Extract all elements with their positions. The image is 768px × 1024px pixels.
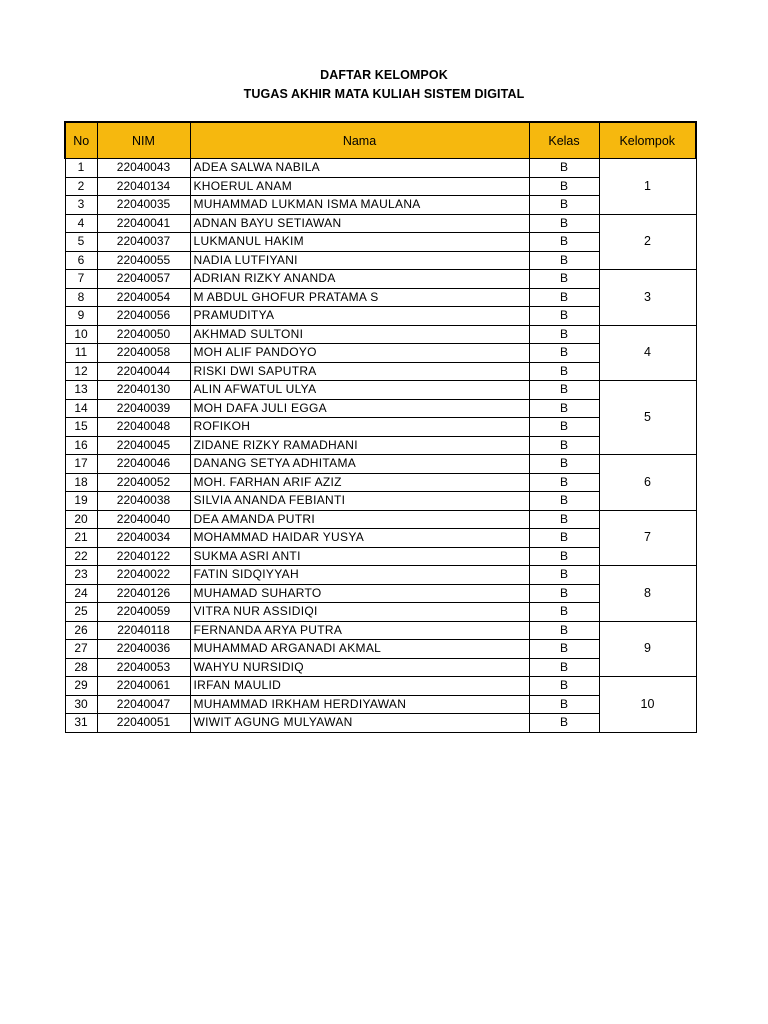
- header-kelas: Kelas: [529, 122, 599, 159]
- cell-no: 28: [65, 658, 97, 677]
- cell-kelas: B: [529, 566, 599, 585]
- cell-nama: DANANG SETYA ADHITAMA: [190, 455, 529, 474]
- table-row: [65, 677, 696, 696]
- cell-no: 22: [65, 547, 97, 566]
- cell-no: 21: [65, 529, 97, 548]
- cell-nim: 22040034: [97, 529, 190, 548]
- cell-nim: 22040122: [97, 547, 190, 566]
- cell-no: 18: [65, 473, 97, 492]
- cell-kelas: B: [529, 251, 599, 270]
- cell-kelompok: 2: [599, 214, 696, 270]
- cell-no: 1: [65, 159, 97, 178]
- cell-nim: 22040061: [97, 677, 190, 696]
- cell-no: 10: [65, 325, 97, 344]
- cell-no: 27: [65, 640, 97, 659]
- table-body: [65, 159, 696, 733]
- header-no: No: [65, 122, 97, 159]
- cell-nama: FERNANDA ARYA PUTRA: [190, 621, 529, 640]
- cell-nim: 22040035: [97, 196, 190, 215]
- cell-nama: IRFAN MAULID: [190, 677, 529, 696]
- cell-no: 7: [65, 270, 97, 289]
- cell-nim: 22040022: [97, 566, 190, 585]
- cell-nama: NADIA LUTFIYANI: [190, 251, 529, 270]
- cell-nama: ADEA SALWA NABILA: [190, 159, 529, 178]
- cell-nim: 22040040: [97, 510, 190, 529]
- cell-nama: ZIDANE RIZKY RAMADHANI: [190, 436, 529, 455]
- cell-no: 29: [65, 677, 97, 696]
- cell-kelas: B: [529, 714, 599, 733]
- cell-nama: WAHYU NURSIDIQ: [190, 658, 529, 677]
- cell-kelompok: 9: [599, 621, 696, 677]
- cell-kelas: B: [529, 547, 599, 566]
- cell-nim: 22040038: [97, 492, 190, 511]
- cell-kelas: B: [529, 603, 599, 622]
- cell-nim: 22040051: [97, 714, 190, 733]
- cell-kelas: B: [529, 455, 599, 474]
- cell-nama: SUKMA ASRI ANTI: [190, 547, 529, 566]
- cell-kelas: B: [529, 695, 599, 714]
- cell-nama: MUHAMMAD IRKHAM HERDIYAWAN: [190, 695, 529, 714]
- cell-kelas: B: [529, 381, 599, 400]
- cell-kelas: B: [529, 233, 599, 252]
- table-row: [65, 455, 696, 474]
- cell-no: 8: [65, 288, 97, 307]
- header-kelompok: Kelompok: [599, 122, 696, 159]
- cell-nim: 22040052: [97, 473, 190, 492]
- cell-no: 26: [65, 621, 97, 640]
- table-row: [65, 510, 696, 529]
- cell-nama: M ABDUL GHOFUR PRATAMA S: [190, 288, 529, 307]
- cell-no: 4: [65, 214, 97, 233]
- cell-nama: MOHAMMAD HAIDAR YUSYA: [190, 529, 529, 548]
- cell-kelas: B: [529, 325, 599, 344]
- title-line-2: TUGAS AKHIR MATA KULIAH SISTEM DIGITAL: [243, 87, 525, 101]
- cell-nim: 22040041: [97, 214, 190, 233]
- table-header-row: [65, 122, 696, 159]
- cell-nim: 22040053: [97, 658, 190, 677]
- cell-nama: MOH DAFA JULI EGGA: [190, 399, 529, 418]
- table-row: [65, 270, 696, 289]
- cell-kelas: B: [529, 159, 599, 178]
- cell-kelas: B: [529, 177, 599, 196]
- title-line-1: DAFTAR KELOMPOK: [320, 68, 448, 82]
- cell-no: 25: [65, 603, 97, 622]
- cell-kelas: B: [529, 621, 599, 640]
- cell-nim: 22040050: [97, 325, 190, 344]
- cell-nim: 22040126: [97, 584, 190, 603]
- cell-nama: MUHAMMAD ARGANADI AKMAL: [190, 640, 529, 659]
- cell-no: 6: [65, 251, 97, 270]
- cell-nama: PRAMUDITYA: [190, 307, 529, 326]
- cell-kelas: B: [529, 196, 599, 215]
- cell-kelas: B: [529, 214, 599, 233]
- cell-kelompok: 1: [599, 159, 696, 215]
- cell-nim: 22040045: [97, 436, 190, 455]
- header-nim: NIM: [97, 122, 190, 159]
- cell-kelompok: 10: [599, 677, 696, 733]
- cell-nim: 22040058: [97, 344, 190, 363]
- cell-nama: RISKI DWI SAPUTRA: [190, 362, 529, 381]
- cell-nama: VITRA NUR ASSIDIQI: [190, 603, 529, 622]
- table-row: [65, 159, 696, 178]
- cell-kelas: B: [529, 270, 599, 289]
- cell-kelas: B: [529, 344, 599, 363]
- cell-kelas: B: [529, 436, 599, 455]
- cell-nama: SILVIA ANANDA FEBIANTI: [190, 492, 529, 511]
- group-table-container: [64, 121, 697, 733]
- cell-nama: DEA AMANDA PUTRI: [190, 510, 529, 529]
- cell-kelas: B: [529, 529, 599, 548]
- cell-no: 9: [65, 307, 97, 326]
- cell-nama: LUKMANUL HAKIM: [190, 233, 529, 252]
- cell-kelompok: 4: [599, 325, 696, 381]
- cell-no: 30: [65, 695, 97, 714]
- cell-kelas: B: [529, 399, 599, 418]
- cell-nim: 22040056: [97, 307, 190, 326]
- cell-nim: 22040055: [97, 251, 190, 270]
- cell-no: 11: [65, 344, 97, 363]
- table-row: [65, 566, 696, 585]
- cell-no: 14: [65, 399, 97, 418]
- cell-nama: WIWIT AGUNG MULYAWAN: [190, 714, 529, 733]
- cell-no: 31: [65, 714, 97, 733]
- cell-nim: 22040036: [97, 640, 190, 659]
- cell-kelompok: 8: [599, 566, 696, 622]
- cell-kelas: B: [529, 640, 599, 659]
- cell-kelas: B: [529, 473, 599, 492]
- document-title: [0, 66, 768, 104]
- cell-nim: 22040039: [97, 399, 190, 418]
- cell-kelas: B: [529, 658, 599, 677]
- cell-kelas: B: [529, 418, 599, 437]
- cell-nama: MOH ALIF PANDOYO: [190, 344, 529, 363]
- cell-nim: 22040044: [97, 362, 190, 381]
- cell-no: 15: [65, 418, 97, 437]
- cell-nim: 22040118: [97, 621, 190, 640]
- cell-nama: ROFIKOH: [190, 418, 529, 437]
- table-row: [65, 381, 696, 400]
- cell-nama: MUHAMAD SUHARTO: [190, 584, 529, 603]
- cell-kelompok: 5: [599, 381, 696, 455]
- cell-kelas: B: [529, 362, 599, 381]
- cell-kelompok: 6: [599, 455, 696, 511]
- cell-no: 13: [65, 381, 97, 400]
- cell-kelompok: 7: [599, 510, 696, 566]
- cell-no: 5: [65, 233, 97, 252]
- cell-nim: 22040054: [97, 288, 190, 307]
- cell-kelas: B: [529, 492, 599, 511]
- cell-no: 19: [65, 492, 97, 511]
- group-table: [64, 121, 697, 733]
- cell-kelas: B: [529, 510, 599, 529]
- table-row: [65, 621, 696, 640]
- cell-nim: 22040043: [97, 159, 190, 178]
- cell-no: 17: [65, 455, 97, 474]
- cell-nama: AKHMAD SULTONI: [190, 325, 529, 344]
- cell-nim: 22040047: [97, 695, 190, 714]
- cell-no: 24: [65, 584, 97, 603]
- cell-no: 12: [65, 362, 97, 381]
- cell-nim: 22040046: [97, 455, 190, 474]
- cell-nim: 22040134: [97, 177, 190, 196]
- cell-no: 2: [65, 177, 97, 196]
- header-nama: Nama: [190, 122, 529, 159]
- cell-nim: 22040130: [97, 381, 190, 400]
- cell-nim: 22040037: [97, 233, 190, 252]
- cell-no: 16: [65, 436, 97, 455]
- cell-nim: 22040059: [97, 603, 190, 622]
- cell-nama: MOH. FARHAN ARIF AZIZ: [190, 473, 529, 492]
- table-row: [65, 214, 696, 233]
- cell-nama: MUHAMMAD LUKMAN ISMA MAULANA: [190, 196, 529, 215]
- cell-no: 20: [65, 510, 97, 529]
- cell-nama: ADNAN BAYU SETIAWAN: [190, 214, 529, 233]
- cell-nim: 22040057: [97, 270, 190, 289]
- cell-nama: ADRIAN RIZKY ANANDA: [190, 270, 529, 289]
- cell-nama: ALIN AFWATUL ULYA: [190, 381, 529, 400]
- cell-kelas: B: [529, 584, 599, 603]
- cell-kelas: B: [529, 677, 599, 696]
- table-row: [65, 325, 696, 344]
- cell-no: 3: [65, 196, 97, 215]
- cell-kelas: B: [529, 288, 599, 307]
- cell-nama: KHOERUL ANAM: [190, 177, 529, 196]
- cell-nim: 22040048: [97, 418, 190, 437]
- cell-kelompok: 3: [599, 270, 696, 326]
- cell-no: 23: [65, 566, 97, 585]
- cell-nama: FATIN SIDQIYYAH: [190, 566, 529, 585]
- cell-kelas: B: [529, 307, 599, 326]
